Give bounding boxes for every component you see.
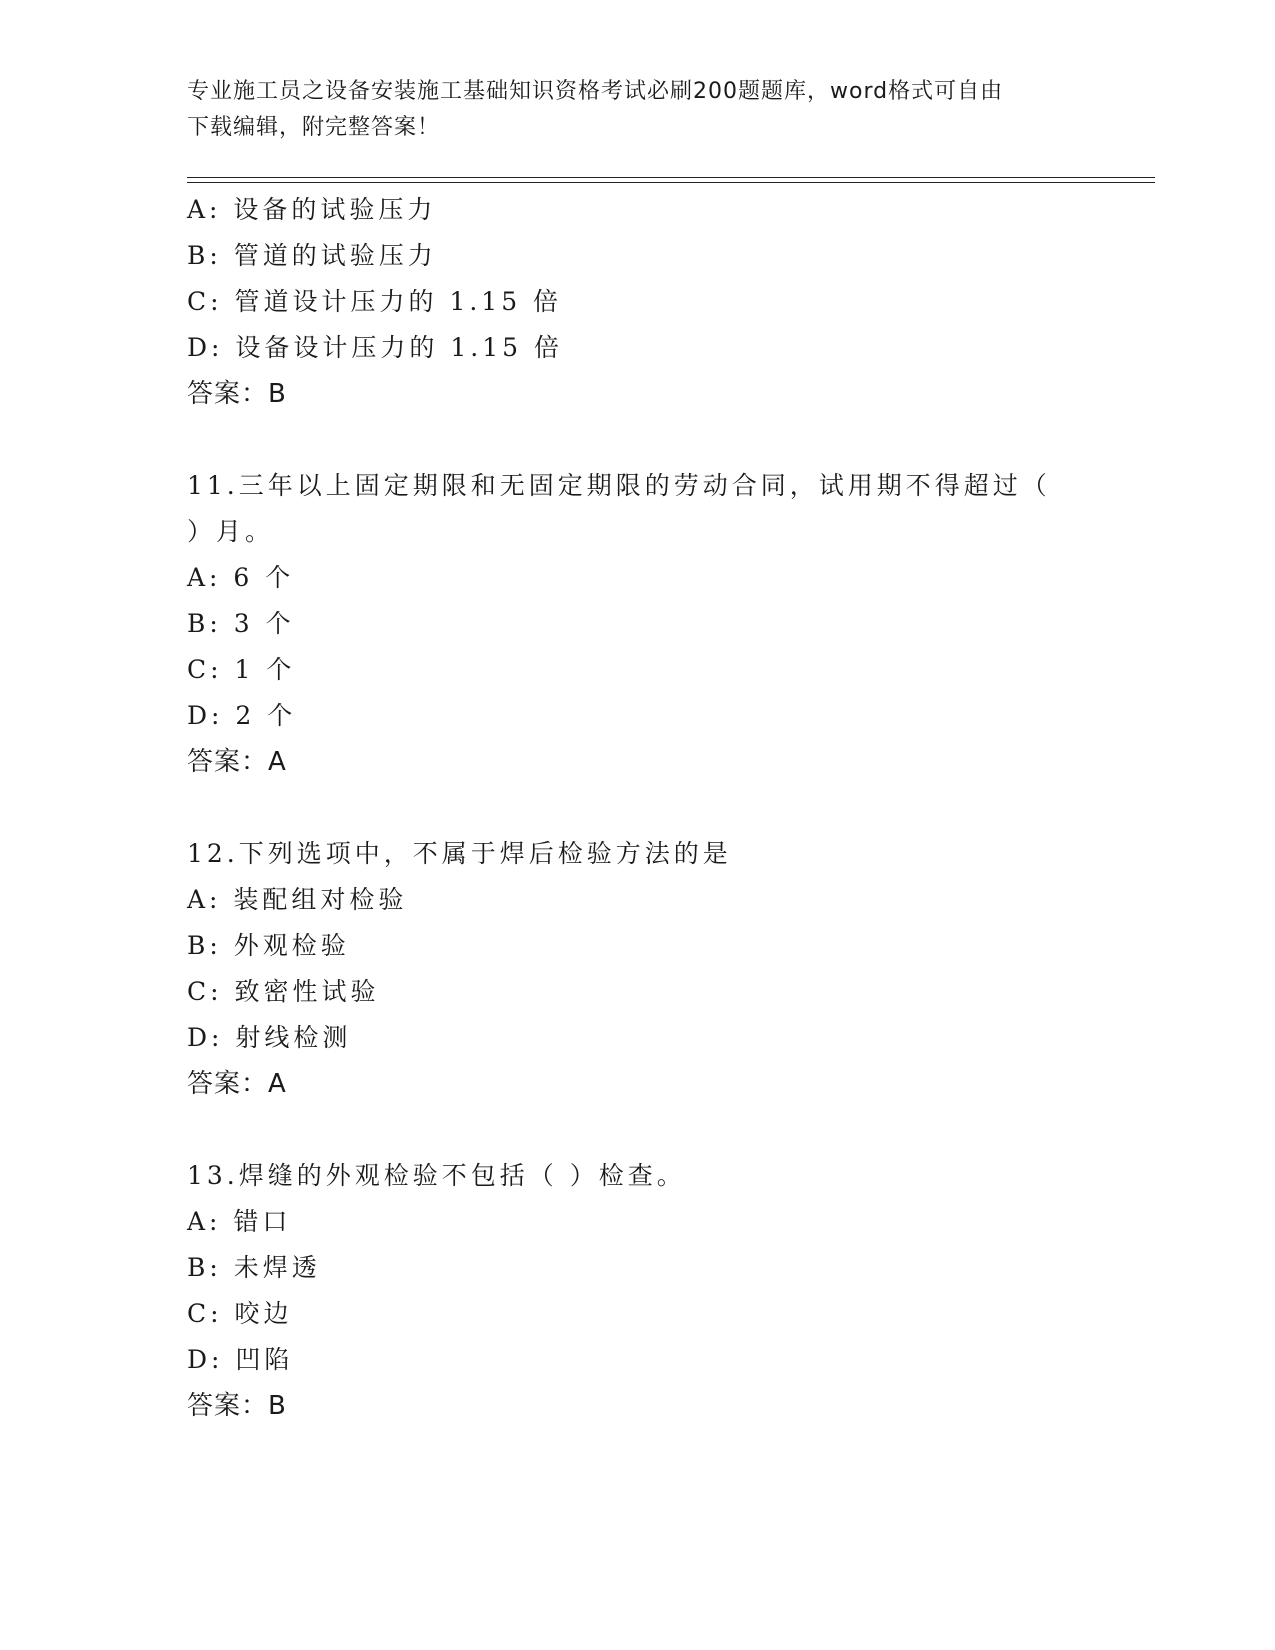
option-c: C: 管道设计压力的 1.15 倍 xyxy=(187,287,563,316)
header-divider-top xyxy=(187,177,1155,178)
option-b: B: 外观检验 xyxy=(187,931,350,960)
header-line-2: 下载编辑，附完整答案！ xyxy=(187,115,441,140)
option-a: A: 错口 xyxy=(187,1207,292,1236)
question-stem-continued: ）月。 xyxy=(187,517,275,546)
option-a: A: 设备的试验压力 xyxy=(187,195,437,224)
question-stem: 13.焊缝的外观检验不包括（ ）检查。 xyxy=(187,1161,686,1190)
header-divider-bottom xyxy=(187,182,1155,183)
option-d: D: 射线检测 xyxy=(187,1023,352,1052)
question-list xyxy=(187,187,1087,1429)
answer: 答案：B xyxy=(187,379,287,409)
spacer xyxy=(187,417,1087,463)
question-block-12 xyxy=(187,831,1087,1107)
option-a: A: 6 个 xyxy=(187,563,295,592)
document-header xyxy=(187,74,1067,146)
answer: 答案：B xyxy=(187,1391,287,1421)
option-d: D: 设备设计压力的 1.15 倍 xyxy=(187,333,563,362)
option-d: D: 2 个 xyxy=(187,701,297,730)
option-b: B: 未焊透 xyxy=(187,1253,321,1282)
spacer xyxy=(187,785,1087,831)
question-stem: 12.下列选项中，不属于焊后检验方法的是 xyxy=(187,839,732,868)
option-c: C: 1 个 xyxy=(187,655,296,684)
option-b: B: 3 个 xyxy=(187,609,295,638)
answer: 答案：A xyxy=(187,1069,287,1099)
answer: 答案：A xyxy=(187,747,287,777)
question-block-11 xyxy=(187,463,1087,785)
spacer xyxy=(187,1107,1087,1153)
question-stem: 11.三年以上固定期限和无固定期限的劳动合同，试用期不得超过（ xyxy=(187,471,1051,500)
option-b: B: 管道的试验压力 xyxy=(187,241,437,270)
question-block-prev xyxy=(187,187,1087,417)
option-c: C: 致密性试验 xyxy=(187,977,380,1006)
option-d: D: 凹陷 xyxy=(187,1345,294,1374)
header-line-1: 专业施工员之设备安装施工基础知识资格考试必刷200题题库，word格式可自由 xyxy=(187,79,1004,104)
question-block-13 xyxy=(187,1153,1087,1429)
option-c: C: 咬边 xyxy=(187,1299,293,1328)
option-a: A: 装配组对检验 xyxy=(187,885,408,914)
